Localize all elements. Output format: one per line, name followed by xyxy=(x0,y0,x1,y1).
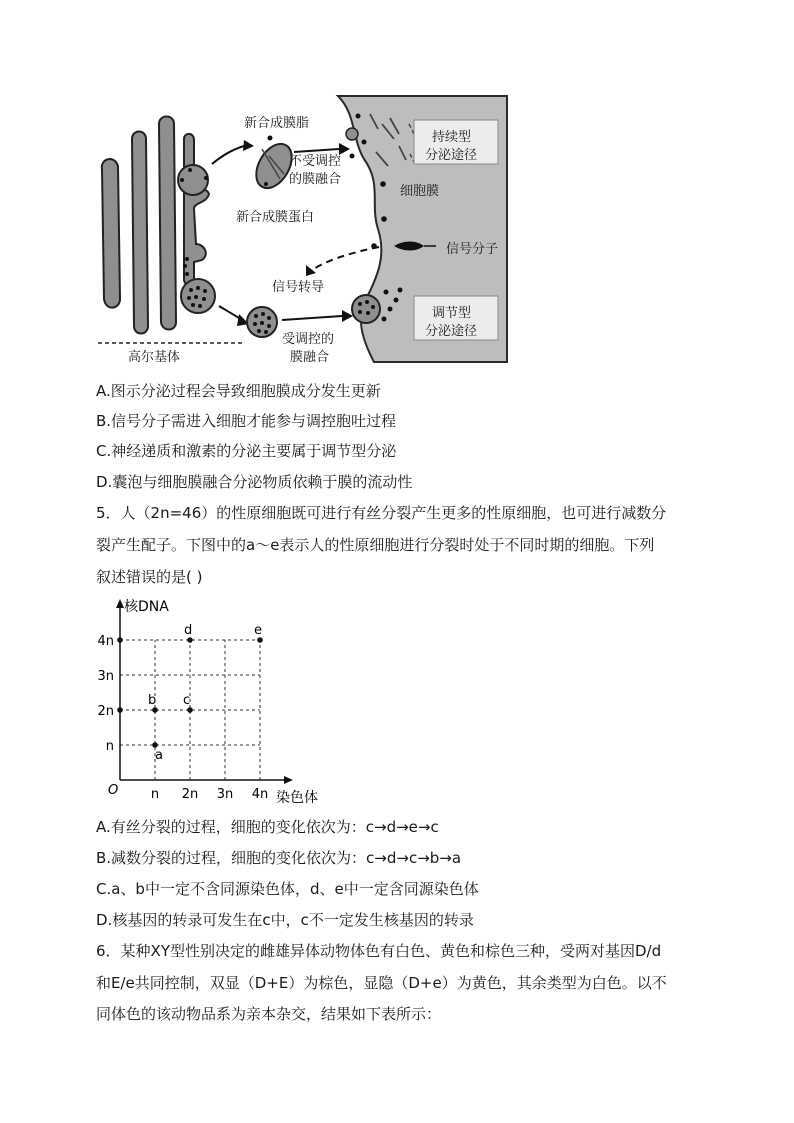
q5-option-d: D.核基因的转录可发生在c中，c不一定发生核基因的转录 xyxy=(96,911,474,929)
q5-stem-line2: 裂产生配子。下图中的a～e表示人的性原细胞进行分裂时处于不同时期的细胞。下列 xyxy=(96,536,655,554)
y-tick-label: 4n xyxy=(97,634,114,649)
point-label-a: a xyxy=(155,748,163,763)
label-regulated-2: 分泌途径 xyxy=(425,324,478,339)
q4-option-c: C.神经递质和激素的分泌主要属于调节型分泌 xyxy=(96,442,397,460)
arrow-regulated-fusion xyxy=(282,316,342,320)
golgi-secretory-granule xyxy=(181,279,215,313)
label-regulated-1: 调节型 xyxy=(432,306,472,321)
point-label-d: d xyxy=(184,623,193,638)
point-a xyxy=(152,742,158,748)
arrow-signal-transduction xyxy=(312,247,379,270)
point-c xyxy=(187,707,193,713)
y-tick-label: n xyxy=(105,739,114,754)
origin-label: O xyxy=(108,783,119,798)
label-cell-membrane: 细胞膜 xyxy=(400,184,440,199)
label-constitutive-1: 持续型 xyxy=(432,130,472,145)
q4-option-d: D.囊泡与细胞膜融合分泌物质依赖于膜的流动性 xyxy=(96,473,413,491)
x-axis-label: 染色体 xyxy=(276,790,318,806)
x-tick-label: n xyxy=(150,787,160,802)
q5-option-c: C.a、b中一定不含同源染色体，d、e中一定含同源染色体 xyxy=(96,880,479,898)
point-label-e: e xyxy=(254,623,262,638)
label-golgi: 高尔基体 xyxy=(128,350,181,365)
y-tick-label: 3n xyxy=(97,669,114,684)
dna-chromosome-chart xyxy=(96,594,336,810)
y-tick-label: 2n xyxy=(97,704,114,719)
axis-mark xyxy=(117,707,123,713)
point-label-c: c xyxy=(183,693,191,708)
label-regulated-fusion-1: 受调控的 xyxy=(282,332,335,347)
q5-stem-line1: 5．人（2n=46）的性原细胞既可进行有丝分裂产生更多的性原细胞，也可进行减数分 xyxy=(96,504,667,522)
label-constitutive-2: 分泌途径 xyxy=(425,148,478,163)
x-tick-label: 3n xyxy=(216,787,234,802)
label-signal-transduction: 信号转导 xyxy=(272,280,325,295)
point-label-b: b xyxy=(148,693,157,708)
label-membrane-fusion: 的膜融合 xyxy=(289,172,342,187)
q4-option-a: A.图示分泌过程会导致细胞膜成分发生更新 xyxy=(96,382,381,400)
label-new-lipid: 新合成膜脂 xyxy=(244,116,310,131)
x-tick-label: 4n xyxy=(251,787,269,802)
label-regulated-fusion-2: 膜融合 xyxy=(290,350,330,365)
q4-option-b: B.信号分子需进入细胞才能参与调控胞吐过程 xyxy=(96,412,397,430)
x-axis-arrow xyxy=(284,776,293,784)
arrow-golgi-to-vesicle xyxy=(212,146,244,164)
label-signal-molecule: 信号分子 xyxy=(446,242,499,257)
q6-line3: 同体色的该动物品系为亲本杂交，结果如下表所示： xyxy=(96,1005,442,1023)
point-e xyxy=(257,637,263,643)
axis-mark xyxy=(117,637,123,643)
q5-option-b: B.减数分裂的过程，细胞的变化依次为：c→d→c→b→a xyxy=(96,849,462,867)
point-d xyxy=(187,637,193,643)
regulated-vesicle xyxy=(247,307,277,337)
label-new-protein: 新合成膜蛋白 xyxy=(236,210,315,225)
y-axis-arrow xyxy=(116,599,124,608)
q5-option-a: A.有丝分裂的过程，细胞的变化依次为：c→d→e→c xyxy=(96,818,439,836)
q6-line1: 6．某种XY型性别决定的雌雄异体动物体色有白色、黄色和棕色三种，受两对基因D/d xyxy=(96,942,662,960)
label-unregulated: 不受调控 xyxy=(289,154,342,169)
q5-stem-line3: 叙述错误的是( ) xyxy=(96,568,203,586)
point-b xyxy=(152,707,158,713)
x-tick-label: 2n xyxy=(181,787,199,802)
y-axis-label: 核DNA xyxy=(124,599,169,615)
q6-line2: 和E/e共同控制，双显（D+E）为棕色，显隐（D+e）为黄色，其余类型为白色。以不 xyxy=(96,974,667,992)
